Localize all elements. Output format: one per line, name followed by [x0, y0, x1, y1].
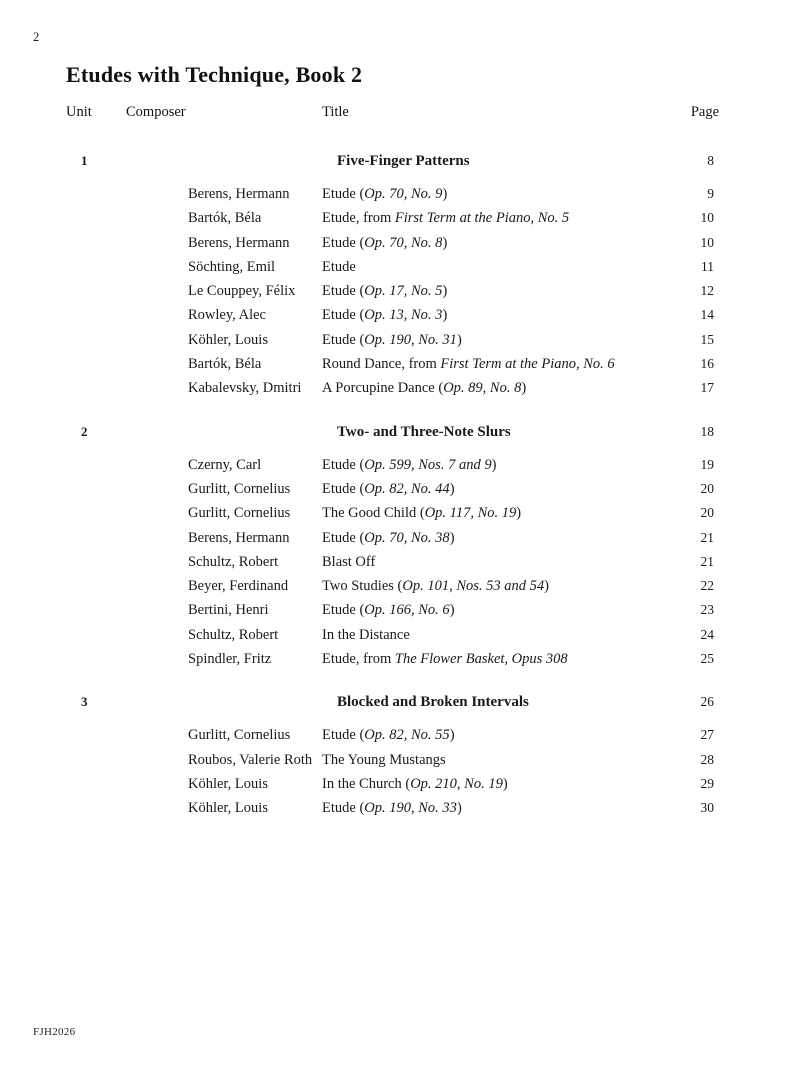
entry-page-number: 10: [700, 234, 714, 250]
entry-title-suffix: ): [442, 186, 448, 202]
footer-catalog-code: FJH2026: [33, 1026, 76, 1038]
entry-composer: Köhler, Louis: [188, 331, 268, 348]
entry-title-source: Op. 70, No. 9: [364, 186, 443, 202]
entry-title-source: Op. 89, No. 8: [443, 380, 522, 397]
entry-title: [322, 333, 656, 348]
entry-title-suffix: ): [502, 775, 508, 792]
entry-title-source: Op. 166, No. 6: [364, 602, 450, 619]
entry-title-main: Etude (: [322, 234, 365, 251]
entry-title: [322, 381, 656, 396]
unit-composer-spacer: [141, 695, 337, 710]
entry-page-number: 16: [700, 356, 714, 372]
entry-unit-spacer: [66, 308, 126, 322]
entry-unit-spacer: [66, 381, 126, 395]
unit-heading-title: Five-Finger Patterns: [337, 153, 470, 169]
entry-title-main: Etude (: [322, 283, 365, 300]
entry-title-suffix: ): [442, 234, 448, 251]
entry-page-number: 14: [700, 307, 714, 323]
entry-title-source: Op. 82, No. 44: [364, 480, 450, 497]
entry-title-main: Etude (: [322, 307, 365, 324]
entry-title-source: Op. 190, No. 33: [364, 800, 457, 817]
toc-entry-row: [66, 260, 726, 284]
page-number: 2: [33, 30, 40, 44]
entry-title: [322, 458, 656, 473]
entry-title: [322, 603, 656, 618]
entry-page-number: 17: [700, 380, 714, 396]
entry-composer: Bartók, Béla: [188, 210, 262, 227]
entry-page-number: 29: [700, 775, 714, 791]
entry-title-suffix: ): [456, 331, 462, 348]
toc-unit-heading-row: [66, 425, 726, 450]
entry-title-main: In the Distance: [322, 626, 410, 643]
entry-page-number: 27: [700, 727, 714, 743]
entry-composer: Gurlitt, Cornelius: [188, 480, 291, 497]
entry-unit-spacer: [66, 777, 126, 791]
entry-composer: Schultz, Robert: [188, 626, 279, 643]
entry-title: [322, 211, 656, 226]
entry-page-number: 10: [700, 210, 714, 226]
entry-title-main: Etude (: [322, 727, 365, 744]
unit-heading-page: 26: [700, 694, 714, 710]
entry-title: [322, 236, 656, 251]
entry-unit-spacer: [66, 506, 126, 520]
entry-page-number: 20: [700, 505, 714, 521]
entry-title: [322, 187, 656, 202]
entry-unit-spacer: [66, 482, 126, 496]
entry-title-source: Op. 70, No. 8: [364, 234, 443, 251]
entry-unit-spacer: [66, 531, 126, 545]
entry-page-number: 28: [700, 751, 714, 767]
entry-composer: Spindler, Fritz: [188, 651, 272, 668]
entry-unit-spacer: [66, 801, 126, 815]
entry-title-main: Etude (: [322, 456, 365, 473]
entry-page-number: 22: [700, 578, 714, 594]
entry-title-main: Etude (: [322, 602, 365, 619]
entry-composer: Rowley, Alec: [188, 307, 266, 324]
entry-title: [322, 357, 656, 372]
entry-title: [322, 506, 656, 521]
toc-entry-row: [66, 801, 726, 825]
entry-unit-spacer: [66, 628, 126, 642]
entry-title: [322, 260, 656, 275]
entry-unit-spacer: [66, 357, 126, 371]
entry-composer: Berens, Hermann: [188, 186, 290, 202]
entry-title-suffix: ): [449, 529, 455, 546]
entry-title-source: Op. 101, Nos. 53 and 54: [402, 578, 545, 595]
entry-unit-spacer: [66, 603, 126, 617]
entry-composer: Gurlitt, Cornelius: [188, 727, 291, 744]
toc-entry-row: [66, 728, 726, 752]
entry-title: [322, 531, 656, 546]
toc-entry-row: [66, 211, 726, 235]
entry-unit-spacer: [66, 211, 126, 225]
toc-entry-row: [66, 381, 726, 405]
toc-entry-row: [66, 531, 726, 555]
entry-title-source: Op. 17, No. 5: [364, 283, 443, 300]
entry-title-main: Etude, from: [322, 651, 395, 668]
entry-title: [322, 284, 656, 299]
entry-unit-spacer: [66, 753, 126, 767]
toc-entry-row: [66, 579, 726, 603]
entry-title-suffix: ): [491, 456, 497, 473]
entry-title-suffix: ): [442, 307, 448, 324]
entry-title-main: Etude (: [322, 480, 365, 497]
entry-composer: Bartók, Béla: [188, 356, 262, 373]
entry-title: [322, 728, 656, 743]
unit-number: 2: [81, 423, 88, 439]
entry-composer: Köhler, Louis: [188, 775, 268, 792]
entry-title-main: The Young Mustangs: [322, 751, 446, 768]
entry-unit-spacer: [66, 284, 126, 298]
entry-title-suffix: ): [456, 800, 462, 817]
entry-composer: Czerny, Carl: [188, 456, 262, 473]
entry-title-main: Round Dance, from: [322, 356, 441, 373]
entry-title-suffix: ): [544, 578, 549, 595]
unit-heading-page: 8: [707, 153, 714, 168]
entry-title: [322, 555, 656, 570]
entry-unit-spacer: [66, 187, 126, 201]
entry-title-source: Op. 117, No. 19: [424, 505, 517, 522]
entry-title: [322, 753, 656, 768]
entry-page-number: 21: [700, 529, 714, 545]
entry-composer: Söchting, Emil: [188, 258, 275, 275]
toc-entry-row: [66, 236, 726, 260]
toc-entry-row: [66, 652, 726, 676]
entry-page-number: 12: [700, 283, 714, 299]
unit-heading-title: Blocked and Broken Intervals: [337, 694, 529, 711]
entry-title: [322, 579, 656, 594]
entry-page-number: 11: [701, 258, 714, 274]
entry-composer: Gurlitt, Cornelius: [188, 505, 291, 522]
entry-title-suffix: ): [449, 727, 455, 744]
entry-title-suffix: ): [449, 480, 455, 497]
unit-number: 3: [81, 694, 88, 710]
entry-title-main: The Good Child (: [322, 505, 425, 522]
unit-heading-title: Two- and Three-Note Slurs: [337, 423, 511, 440]
entry-unit-spacer: [66, 333, 126, 347]
unit-composer-spacer: [141, 154, 337, 169]
entry-title-suffix: ): [449, 602, 455, 619]
entry-composer: Berens, Hermann: [188, 529, 290, 546]
unit-heading-page: 18: [700, 423, 714, 439]
unit-number: 1: [81, 153, 88, 168]
entry-title-suffix: ): [442, 283, 448, 300]
column-header-composer: Composer: [126, 104, 186, 120]
entry-title-source: Op. 82, No. 55: [364, 727, 450, 744]
entry-page-number: 20: [700, 480, 714, 496]
toc-column-headers: [66, 105, 726, 135]
entry-title-main: A Porcupine Dance (: [322, 380, 444, 397]
entry-title-main: Etude: [322, 258, 356, 275]
entry-title-main: Blast Off: [322, 553, 376, 570]
toc-entry-row: [66, 506, 726, 530]
column-header-page: Page: [690, 104, 719, 120]
entry-unit-spacer: [66, 236, 126, 250]
entry-title-main: Two Studies (: [322, 578, 403, 595]
entry-composer: Schultz, Robert: [188, 553, 279, 570]
entry-unit-spacer: [66, 458, 126, 472]
entry-composer: Kabalevsky, Dmitri: [188, 380, 302, 397]
toc-entry-row: [66, 628, 726, 652]
toc-entry-row: [66, 187, 726, 211]
toc-entry-row: [66, 753, 726, 777]
entry-title-main: Etude (: [322, 186, 365, 202]
entry-composer: Köhler, Louis: [188, 800, 268, 817]
entry-page-number: 25: [700, 651, 714, 667]
entry-title-suffix: ): [521, 380, 527, 397]
toc-entry-row: [66, 333, 726, 357]
entry-title-main: Etude (: [322, 800, 365, 817]
entry-page-number: 23: [700, 602, 714, 618]
entry-title-source: The Flower Basket, Opus 308: [394, 651, 568, 668]
toc-unit-heading-row: [66, 154, 726, 179]
entry-title: [322, 801, 656, 816]
entry-title-main: Etude, from: [322, 210, 395, 227]
entry-title-source: Op. 210, No. 19: [410, 775, 503, 792]
entry-title-source: Op. 190, No. 31: [364, 331, 457, 348]
entry-title: [322, 628, 656, 643]
toc-entry-row: [66, 482, 726, 506]
entry-composer: Bertini, Henri: [188, 602, 269, 619]
entry-page-number: 21: [700, 553, 714, 569]
toc-unit-heading-row: [66, 695, 726, 720]
entry-title-source: Op. 599, Nos. 7 and 9: [364, 456, 492, 473]
entry-composer: Roubos, Valerie Roth: [188, 751, 313, 768]
entry-unit-spacer: [66, 728, 126, 742]
entry-unit-spacer: [66, 260, 126, 274]
toc-entry-row: [66, 777, 726, 801]
entry-page-number: 19: [700, 456, 714, 472]
toc-body: [66, 154, 726, 826]
entry-title-main: In the Church (: [322, 775, 411, 792]
table-of-contents: [66, 105, 726, 826]
entry-page-number: 24: [700, 626, 714, 642]
entry-title-source: Op. 13, No. 3: [364, 307, 443, 324]
entry-composer: Beyer, Ferdinand: [188, 578, 289, 595]
entry-title: [322, 777, 656, 792]
entry-title-main: Etude (: [322, 529, 365, 546]
unit-composer-spacer: [141, 425, 337, 440]
toc-entry-row: [66, 458, 726, 482]
entry-page-number: 9: [707, 186, 714, 201]
column-header-title: Title: [322, 104, 349, 120]
page-title: Etudes with Technique, Book 2: [66, 61, 363, 87]
column-header-unit: Unit: [66, 104, 92, 120]
entry-title-source: First Term at the Piano, No. 6: [440, 356, 615, 373]
entry-title-suffix: ): [516, 505, 522, 522]
entry-composer: Berens, Hermann: [188, 234, 290, 251]
entry-title: [322, 652, 656, 667]
entry-page-number: 15: [700, 331, 714, 347]
entry-unit-spacer: [66, 579, 126, 593]
entry-title: [322, 482, 656, 497]
entry-title-main: Etude (: [322, 331, 365, 348]
toc-entry-row: [66, 357, 726, 381]
toc-entry-row: [66, 555, 726, 579]
toc-entry-row: [66, 284, 726, 308]
entry-unit-spacer: [66, 555, 126, 569]
entry-title: [322, 308, 656, 323]
toc-entry-row: [66, 603, 726, 627]
entry-unit-spacer: [66, 652, 126, 666]
entry-page-number: 30: [700, 800, 714, 816]
entry-title-source: Op. 70, No. 38: [364, 529, 450, 546]
entry-title-source: First Term at the Piano, No. 5: [394, 210, 570, 227]
entry-composer: Le Couppey, Félix: [188, 283, 296, 300]
toc-entry-row: [66, 308, 726, 332]
